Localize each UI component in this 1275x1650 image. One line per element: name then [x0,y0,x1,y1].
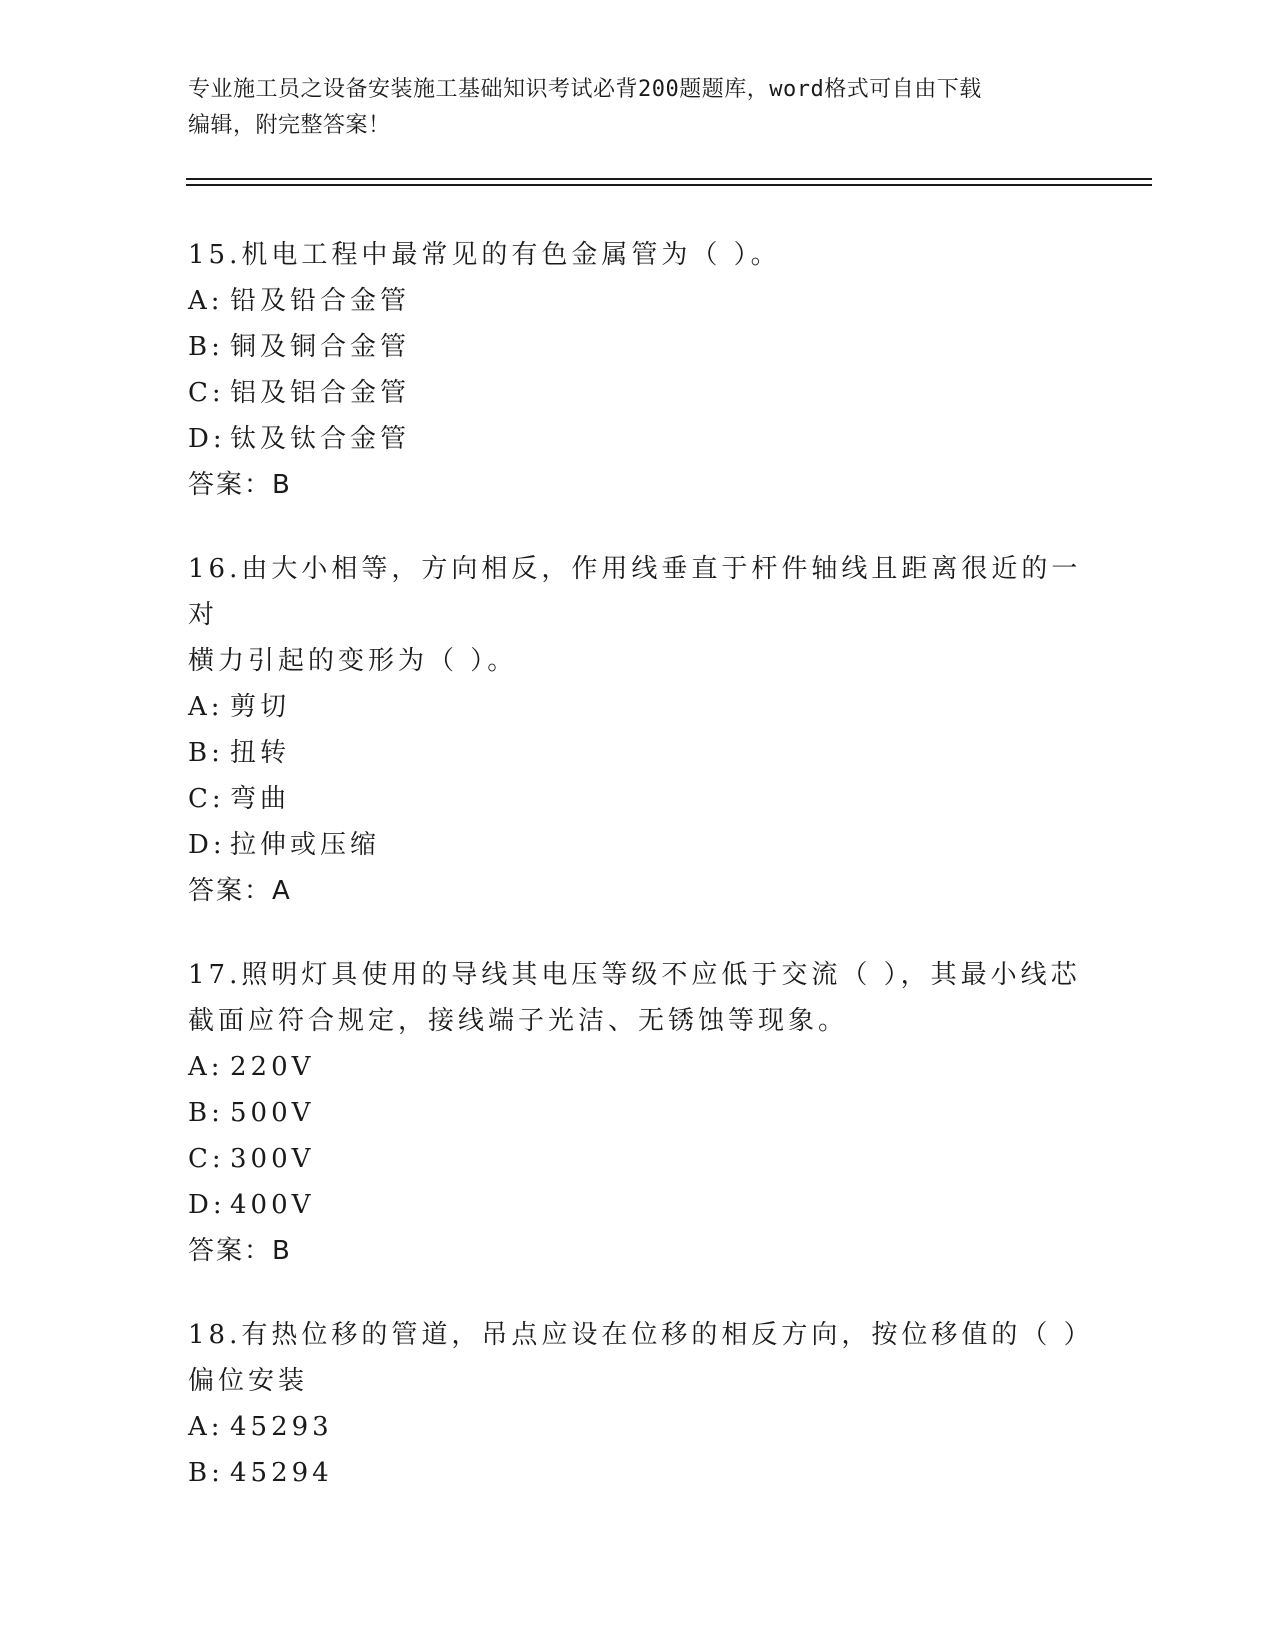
answer-line: 答案：A [188,876,292,906]
option-b [188,1450,1088,1496]
question-stem: 15.机电工程中最常见的有色金属管为（ ）。 [188,240,781,270]
question-stem: 17.照明灯具使用的导线其电压等级不应低于交流（ ），其最小线芯 [188,960,1081,990]
option-letter: C: [188,784,225,814]
option-letter: A: [188,692,224,722]
header-line-1: 专业施工员之设备安装施工基础知识考试必背200题题库，word格式可自由下载 [188,77,982,102]
option-letter: A: [188,286,224,316]
question-stem-continued: 截面应符合规定，接线端子光洁、无锈蚀等现象。 [188,1006,849,1036]
option-letter: B: [188,738,224,768]
option-text: 铅及铅合金管 [230,286,411,316]
option-a [188,1404,1088,1450]
option-letter: B: [188,332,224,362]
option-a [188,684,1088,730]
header-divider-bottom [186,184,1152,186]
option-b [188,324,1088,370]
answer-line: 答案：B [188,1236,292,1266]
answer-line: 答案：B [188,470,292,500]
question-17 [188,952,1088,1274]
option-letter: D: [188,424,226,454]
question-stem: 18.有热位移的管道，吊点应设在位移的相反方向，按位移值的（ ） [188,1320,1094,1350]
option-text: 400V [230,1190,315,1220]
question-stem: 16.由大小相等，方向相反，作用线垂直于杆件轴线且距离很近的一对 [188,554,1082,630]
option-letter: C: [188,378,225,408]
header-line-2: 编辑，附完整答案！ [188,113,391,138]
option-text: 500V [230,1098,315,1128]
option-text: 铝及铝合金管 [230,378,411,408]
question-18 [188,1312,1094,1496]
question-stem-continued: 横力引起的变形为（ ）。 [188,646,518,676]
option-c [188,776,1088,822]
question-list [188,232,1094,1534]
option-text: 剪切 [230,692,291,722]
option-text: 钛及钛合金管 [230,424,411,454]
option-text: 拉伸或压缩 [230,830,381,860]
option-letter: C: [188,1144,225,1174]
option-text: 弯曲 [230,784,291,814]
option-d [188,1182,1088,1228]
question-16 [188,546,1088,914]
option-text: 45293 [230,1412,333,1442]
option-text: 铜及铜合金管 [230,332,411,362]
option-a [188,278,1088,324]
option-c [188,1136,1088,1182]
option-letter: D: [188,830,226,860]
option-letter: B: [188,1458,224,1488]
option-b [188,730,1088,776]
question-15 [188,232,1088,508]
header-divider-top [186,178,1152,180]
option-d [188,416,1088,462]
option-a [188,1044,1088,1090]
option-letter: B: [188,1098,224,1128]
option-letter: A: [188,1412,224,1442]
option-b [188,1090,1088,1136]
option-text: 45294 [230,1458,333,1488]
document-header [188,72,1078,144]
option-d [188,822,1088,868]
option-text: 300V [230,1144,315,1174]
option-text: 扭转 [230,738,291,768]
option-text: 220V [230,1052,315,1082]
option-letter: D: [188,1190,226,1220]
option-letter: A: [188,1052,224,1082]
question-stem-continued: 偏位安装 [188,1366,309,1396]
option-c [188,370,1088,416]
